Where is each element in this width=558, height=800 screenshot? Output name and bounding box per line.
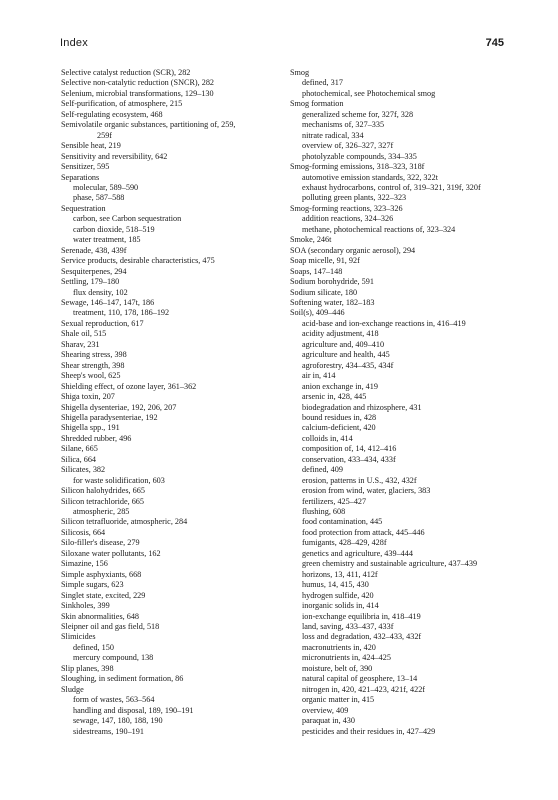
index-subentry: defined, 409 [302, 465, 343, 475]
index-subentry: anion exchange in, 419 [302, 381, 378, 391]
index-subentry: genetics and agriculture, 439–444 [302, 548, 413, 558]
index-subentry: calcium-deficient, 420 [302, 423, 376, 433]
index-entry: Sensitizer, 595 [61, 162, 110, 172]
index-subentry: sidestreams, 190–191 [73, 726, 144, 736]
index-subentry: erosion from wind, water, glaciers, 383 [302, 486, 431, 496]
index-subentry: 259f [97, 130, 113, 140]
index-entry: Selective non-catalytic reduction (SNCR), 282 [61, 78, 215, 88]
index-entry: SOA (secondary organic aerosol), 294 [290, 245, 416, 255]
index-entry: Selenium, microbial transformations, 129–130 [61, 88, 214, 98]
index-subentry: generalized scheme for, 327f, 328 [302, 109, 414, 119]
index-entry: Sloughing, in sediment formation, 86 [61, 674, 184, 684]
index-subentry: agriculture and, 409–410 [302, 339, 385, 349]
index-entry: Sequestration [61, 203, 106, 213]
index-entry: Silo-filler's disease, 279 [61, 538, 140, 548]
index-entry: Simple sugars, 623 [61, 580, 124, 590]
index-entry: Siloxane water pollutants, 162 [61, 548, 161, 558]
index-subentry: hydrogen sulfide, 420 [302, 590, 374, 600]
index-entry: Smog-forming emissions, 318–323, 318f [290, 162, 425, 172]
index-entry: Shigella spp., 191 [61, 423, 120, 433]
index-subentry: exhaust hydrocarbons, control of, 319–321, 319f, 320f [302, 182, 481, 192]
index-entry: Sewage, 146–147, 147t, 186 [61, 297, 155, 307]
index-entry: Shearing stress, 398 [61, 350, 127, 360]
index-entry: Silicon tetrafluoride, atmospheric, 284 [61, 517, 188, 527]
index-entry: Service products, desirable characteristics, 475 [61, 256, 215, 266]
index-subentry: inorganic solids in, 414 [302, 601, 379, 611]
index-subentry: colloids in, 414 [302, 433, 353, 443]
index-entry: Shielding effect, of ozone layer, 361–362 [61, 381, 197, 391]
running-header-title: Index [60, 37, 88, 49]
index-entry: Sodium silicate, 180 [290, 287, 358, 297]
index-subentry: polluting green plants, 322–323 [302, 193, 407, 203]
index-subentry: defined, 150 [73, 642, 114, 652]
index-entry: Self-regulating ecosystem, 468 [61, 109, 163, 119]
index-entry: Shiga toxin, 207 [61, 392, 115, 402]
index-entry: Shigella dysenteriae, 192, 206, 207 [61, 402, 177, 412]
index-subentry: food protection from attack, 445–446 [302, 527, 425, 537]
index-entry: Sludge [61, 684, 84, 694]
index-entry: Simple asphyxiants, 668 [61, 569, 142, 579]
index-subentry: natural capital of geosphere, 13–14 [302, 674, 418, 684]
index-entry: Serenade, 438, 439f [61, 245, 127, 255]
index-subentry: humus, 14, 415, 430 [302, 580, 369, 590]
index-entry: Sleipner oil and gas field, 518 [61, 622, 160, 632]
index-subentry: handling and disposal, 189, 190–191 [73, 705, 194, 715]
index-entry: Separations [61, 172, 100, 182]
index-subentry: agroforestry, 434–435, 434f [302, 360, 394, 370]
index-entry: Silicosis, 664 [61, 527, 106, 537]
index-subentry: methane, photochemical reactions of, 323–324 [302, 224, 456, 234]
index-entry: Simazine, 156 [61, 559, 108, 569]
index-entry: Sexual reproduction, 617 [61, 318, 144, 328]
index-subentry: atmospheric, 285 [73, 507, 130, 517]
index-entry: Smog formation [290, 99, 344, 109]
index-entry: Silicates, 382 [61, 465, 106, 475]
index-subentry: horizons, 13, 411, 412f [302, 569, 378, 579]
index-entry: Softening water, 182–183 [290, 297, 375, 307]
index-entry: Skin abnormalities, 648 [61, 611, 140, 621]
index-subentry: fumigants, 428–429, 428f [302, 538, 387, 548]
index-subentry: bound residues in, 428 [302, 412, 377, 422]
index-entry: Sodium borohydride, 591 [290, 277, 374, 287]
index-subentry: food contamination, 445 [302, 517, 383, 527]
index-subentry: agriculture and health, 445 [302, 350, 390, 360]
index-entry: Sensible heat, 219 [61, 141, 121, 151]
index-subentry: photolyzable compounds, 334–335 [302, 151, 417, 161]
index-entry: Sinkholes, 399 [61, 601, 110, 611]
index-entry: Sheep's wool, 625 [61, 371, 121, 381]
index-entry: Silane, 665 [61, 444, 98, 454]
index-subentry: mercury compound, 138 [73, 653, 154, 663]
index-subentry: sewage, 147, 180, 188, 190 [73, 716, 163, 726]
index-subentry: composition of, 14, 412–416 [302, 444, 397, 454]
index-subentry: arsenic in, 428, 445 [302, 392, 367, 402]
index-entry: Sesquiterpenes, 294 [61, 266, 127, 276]
index-subentry: acid-base and ion-exchange reactions in, 416–419 [302, 318, 466, 328]
index-subentry: molecular, 589–590 [73, 182, 139, 192]
index-column-right [290, 68, 530, 737]
index-entry: Silicon halohydrides, 665 [61, 486, 145, 496]
index-subentry: conservation, 433–434, 433f [302, 454, 396, 464]
index-subentry: nitrogen in, 420, 421–423, 421f, 422f [302, 684, 426, 694]
index-entry: Soap micelle, 91, 92f [290, 256, 360, 266]
index-entry: Shigella paradysenteriae, 192 [61, 412, 158, 422]
index-entry: Shear strength, 398 [61, 360, 125, 370]
index-subentry: biodegradation and rhizosphere, 431 [302, 402, 422, 412]
index-subentry: nitrate radical, 334 [302, 130, 364, 140]
index-subentry: fertilizers, 425–427 [302, 496, 367, 506]
index-entry: Soil(s), 409–446 [290, 308, 345, 318]
index-subentry: mechanisms of, 327–335 [302, 120, 385, 130]
index-subentry: pesticides and their residues in, 427–429 [302, 726, 436, 736]
index-entry: Self-purification, of atmosphere, 215 [61, 99, 183, 109]
index-entry: Smog [290, 68, 310, 77]
index-subentry: addition reactions, 324–326 [302, 214, 394, 224]
index-subentry: water treatment, 185 [73, 235, 141, 245]
index-subentry: acidity adjustment, 418 [302, 329, 379, 339]
index-entry: Settling, 179–180 [61, 277, 120, 287]
index-subentry: loss and degradation, 432–433, 432f [302, 632, 422, 642]
index-subentry: green chemistry and sustainable agriculture, 437–439 [302, 559, 478, 569]
index-entry: Singlet state, excited, 229 [61, 590, 146, 600]
index-subentry: erosion, patterns in U.S., 432, 432f [302, 475, 417, 485]
index-subentry: land, saving, 433–437, 433f [302, 622, 394, 632]
index-subentry: moisture, belt of, 390 [302, 663, 373, 673]
index-entry: Sensitivity and reversibility, 642 [61, 151, 168, 161]
index-subentry: flux density, 102 [73, 287, 128, 297]
index-subentry: flushing, 608 [302, 507, 346, 517]
index-subentry: carbon, see Carbon sequestration [73, 214, 182, 224]
index-entry: Slimicides [61, 632, 96, 642]
index-entry: Shale oil, 515 [61, 329, 107, 339]
index-subentry: paraquat in, 430 [302, 716, 355, 726]
index-entry: Semivolatile organic substances, partitioning of, 259, [61, 120, 236, 130]
index-entry: Smog-forming reactions, 323–326 [290, 203, 403, 213]
index-entry: Soaps, 147–148 [290, 266, 343, 276]
page-number: 745 [485, 37, 504, 49]
index-entry: Silicon tetrachloride, 665 [61, 496, 144, 506]
index-entry: Silica, 664 [61, 454, 97, 464]
index-entry: Slip planes, 398 [61, 663, 114, 673]
index-column-left [61, 68, 281, 737]
index-subentry: defined, 317 [302, 78, 343, 88]
index-subentry: overview of, 326–327, 327f [302, 141, 394, 151]
index-entry: Shredded rubber, 496 [61, 433, 132, 443]
index-subentry: automotive emission standards, 322, 322t [302, 172, 438, 182]
index-subentry: air in, 414 [302, 371, 336, 381]
index-subentry: photochemical, see Photochemical smog [302, 88, 436, 98]
index-entry: Selective catalyst reduction (SCR), 282 [61, 68, 191, 77]
index-subentry: treatment, 110, 178, 186–192 [73, 308, 170, 318]
index-subentry: overview, 409 [302, 705, 349, 715]
index-entry: Sharav, 231 [61, 339, 100, 349]
index-subentry: macronutrients in, 420 [302, 642, 376, 652]
index-subentry: for waste solidification, 603 [73, 475, 165, 485]
index-subentry: ion-exchange equilibria in, 418–419 [302, 611, 421, 621]
index-subentry: organic matter in, 415 [302, 695, 375, 705]
index-subentry: micronutrients in, 424–425 [302, 653, 391, 663]
index-subentry: phase, 587–588 [73, 193, 125, 203]
index-entry: Smoke, 246t [290, 235, 332, 245]
index-subentry: form of wastes, 563–564 [73, 695, 155, 705]
index-subentry: carbon dioxide, 518–519 [73, 224, 155, 234]
